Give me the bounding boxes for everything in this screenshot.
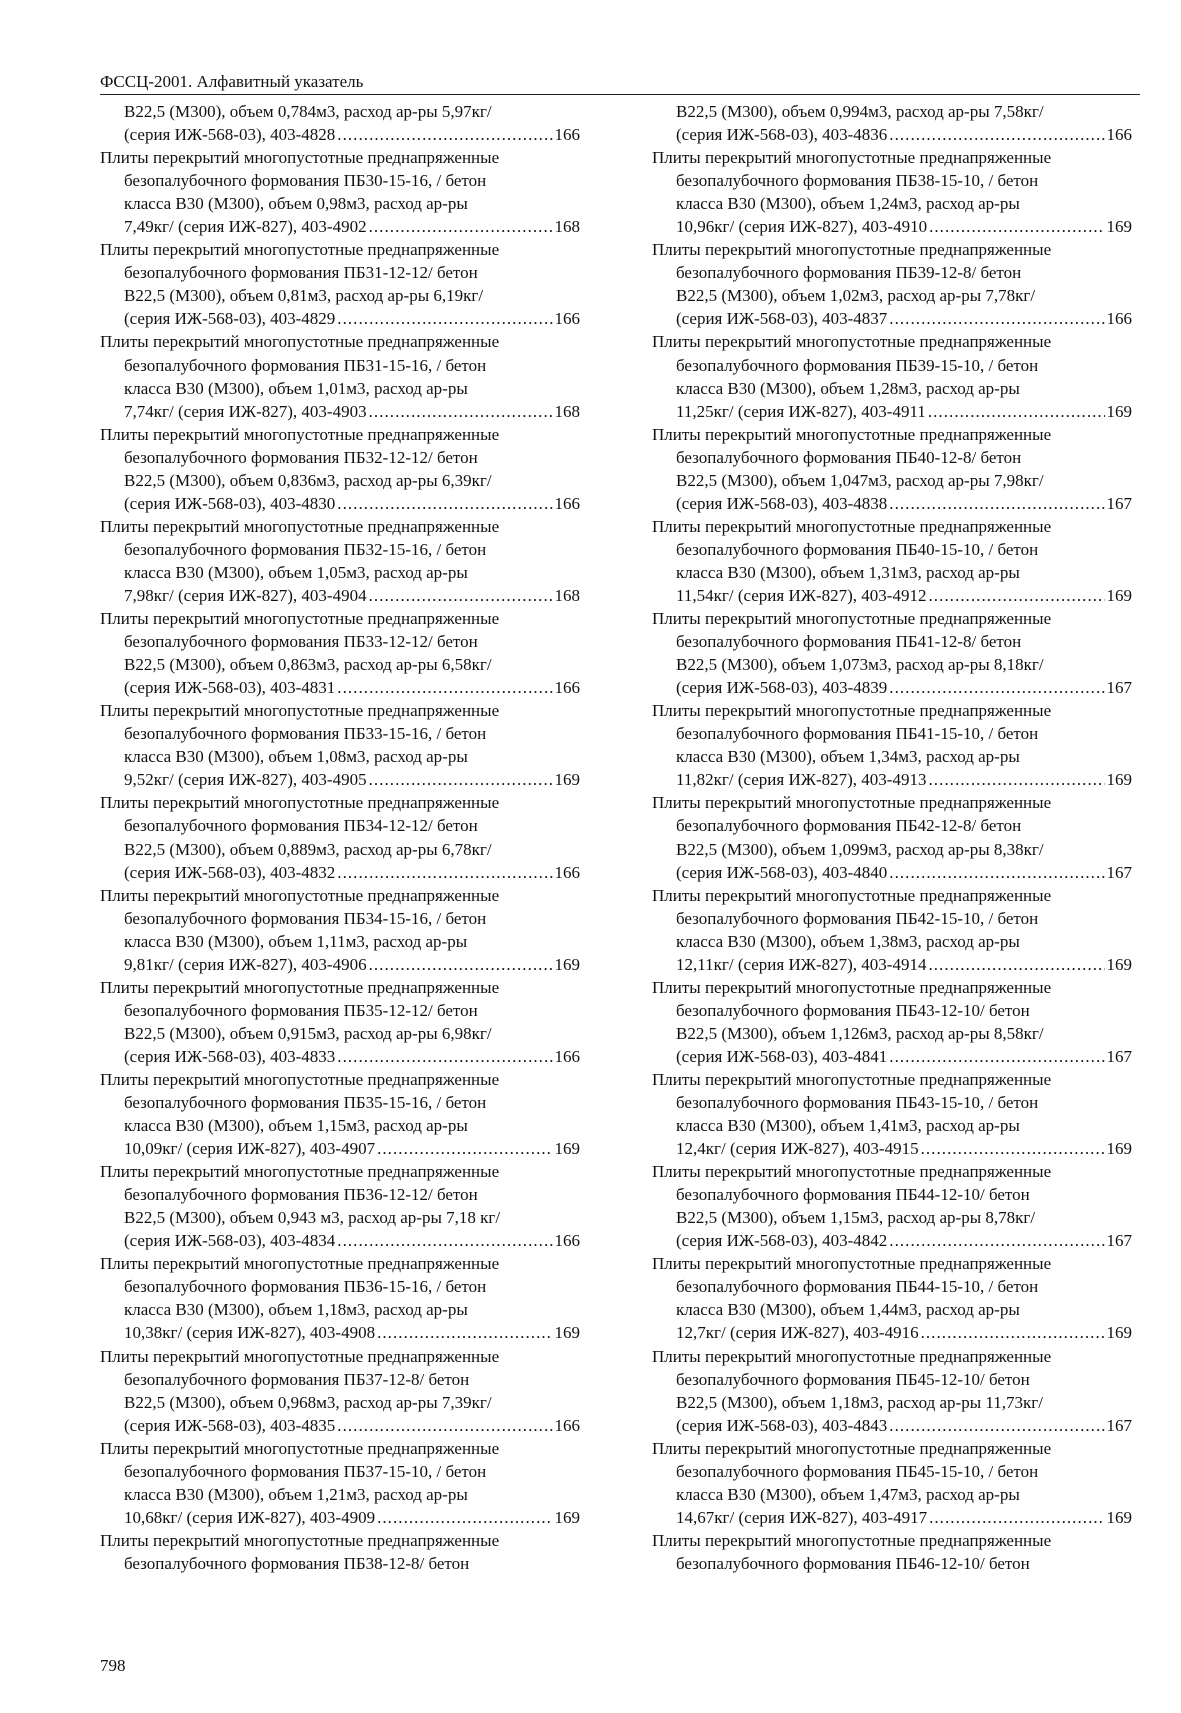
index-entry: [652, 607, 1132, 699]
index-entry: [652, 1437, 1132, 1529]
entry-page-number: 169: [1106, 1323, 1132, 1343]
index-entry: [652, 791, 1132, 883]
entry-reference-line: [652, 215, 1132, 238]
entry-line: Плиты перекрытий многопустотные преднапряженные: [652, 1069, 1052, 1089]
dot-leader: [337, 1229, 552, 1252]
entry-reference: 11,82кг/ (серия ИЖ-827), 403-4913: [676, 770, 927, 790]
dot-leader: [928, 584, 1104, 607]
dot-leader: [337, 861, 552, 884]
entry-reference: (серия ИЖ-568-03), 403-4840: [676, 862, 888, 882]
entry-line: безопалубочного формования ПБ31-12-12/ бетон: [124, 263, 478, 283]
index-entry: [100, 699, 580, 791]
entry-reference: (серия ИЖ-568-03), 403-4833: [124, 1046, 336, 1066]
entry-page-number: 169: [1106, 585, 1132, 605]
entry-reference: (серия ИЖ-568-03), 403-4835: [124, 1415, 336, 1435]
entry-reference: (серия ИЖ-568-03), 403-4843: [676, 1415, 888, 1435]
entry-reference-line: [100, 1506, 580, 1529]
entry-line: безопалубочного формования ПБ39-12-8/ бетон: [676, 263, 1022, 283]
entry-line: В22,5 (М300), объем 1,126м3, расход ар-ры 8,58кг/: [676, 1023, 1044, 1043]
entry-line: Плиты перекрытий многопустотные преднапряженные: [100, 1438, 500, 1458]
entry-page-number: 166: [554, 862, 580, 882]
index-entry: [100, 607, 580, 699]
dot-leader: [889, 676, 1104, 699]
entry-reference: (серия ИЖ-568-03), 403-4832: [124, 862, 336, 882]
entry-reference: (серия ИЖ-568-03), 403-4842: [676, 1231, 888, 1251]
index-entry: [100, 1437, 580, 1529]
index-entry: [100, 146, 580, 238]
entry-line: безопалубочного формования ПБ36-15-16, / бетон: [124, 1277, 487, 1297]
entry-line: В22,5 (М300), объем 0,994м3, расход ар-ры 7,58кг/: [676, 102, 1044, 121]
dot-leader: [889, 1045, 1104, 1068]
index-entry: [652, 238, 1132, 330]
entry-reference-line: [100, 215, 580, 238]
entry-line: безопалубочного формования ПБ36-12-12/ бетон: [124, 1185, 478, 1205]
dot-leader: [337, 492, 552, 515]
entry-page-number: 169: [1106, 1139, 1132, 1159]
entry-page-number: 166: [554, 1046, 580, 1066]
dot-leader: [337, 123, 552, 146]
entry-reference-line: [652, 861, 1132, 884]
entry-reference-line: [652, 584, 1132, 607]
dot-leader: [889, 307, 1104, 330]
dot-leader: [369, 584, 553, 607]
entry-reference-line: [100, 676, 580, 699]
dot-leader: [889, 123, 1104, 146]
entry-reference: 12,4кг/ (серия ИЖ-827), 403-4915: [676, 1139, 919, 1159]
entry-line: класса В30 (М300), объем 1,01м3, расход ар-ры: [124, 378, 468, 398]
entry-line: класса В30 (М300), объем 1,18м3, расход ар-ры: [124, 1300, 468, 1320]
index-entry: [100, 330, 580, 422]
entry-line: безопалубочного формования ПБ45-15-10, / бетон: [676, 1461, 1039, 1481]
header-title: ФССЦ-2001. Алфавитный указатель: [100, 72, 364, 91]
index-entry: [100, 884, 580, 976]
index-entry: [652, 146, 1132, 238]
entry-reference: 10,09кг/ (серия ИЖ-827), 403-4907: [124, 1139, 376, 1159]
index-entry: [652, 1345, 1132, 1437]
entry-page-number: 166: [554, 125, 580, 145]
entry-reference: (серия ИЖ-568-03), 403-4831: [124, 678, 336, 698]
index-entry: [100, 1345, 580, 1437]
entry-line: класса В30 (М300), объем 1,11м3, расход ар-ры: [124, 931, 468, 951]
entry-line: В22,5 (М300), объем 0,836м3, расход ар-ры 6,39кг/: [124, 470, 492, 490]
dot-leader: [928, 953, 1104, 976]
entry-line: Плиты перекрытий многопустотные преднапряженные: [652, 793, 1052, 813]
entry-line: безопалубочного формования ПБ42-12-8/ бетон: [676, 816, 1022, 836]
entry-line: безопалубочного формования ПБ41-15-10, / бетон: [676, 724, 1039, 744]
entry-line: В22,5 (М300), объем 0,889м3, расход ар-ры 6,78кг/: [124, 839, 492, 859]
entry-line: Плиты перекрытий многопустотные преднапряженные: [652, 1346, 1052, 1366]
entry-line: Плиты перекрытий многопустотные преднапряженные: [100, 1346, 500, 1366]
dot-leader: [921, 1137, 1105, 1160]
entry-line: безопалубочного формования ПБ43-15-10, / бетон: [676, 1093, 1039, 1113]
entry-line: Плиты перекрытий многопустотные преднапряженные: [652, 332, 1052, 352]
entry-line: безопалубочного формования ПБ32-12-12/ бетон: [124, 447, 478, 467]
entry-line: В22,5 (М300), объем 1,15м3, расход ар-ры 8,78кг/: [676, 1208, 1036, 1228]
entry-line: В22,5 (М300), объем 0,784м3, расход ар-ры 5,97кг/: [124, 102, 492, 121]
dot-leader: [369, 953, 553, 976]
entry-line: безопалубочного формования ПБ34-15-16, / бетон: [124, 908, 487, 928]
entry-page-number: 167: [1106, 1415, 1132, 1435]
entry-reference: (серия ИЖ-568-03), 403-4837: [676, 309, 888, 329]
entry-line: Плиты перекрытий многопустотные преднапряженные: [652, 148, 1052, 168]
index-entry: [100, 238, 580, 330]
entry-line: В22,5 (М300), объем 1,047м3, расход ар-ры 7,98кг/: [676, 470, 1044, 490]
entry-reference: (серия ИЖ-568-03), 403-4841: [676, 1046, 888, 1066]
index-entry-continuation: [652, 100, 1132, 146]
entry-line: безопалубочного формования ПБ35-12-12/ бетон: [124, 1000, 478, 1020]
entry-line: В22,5 (М300), объем 0,863м3, расход ар-ры 6,58кг/: [124, 655, 492, 675]
entry-line: класса В30 (М300), объем 1,08м3, расход ар-ры: [124, 747, 468, 767]
entry-reference: 7,74кг/ (серия ИЖ-827), 403-4903: [124, 401, 367, 421]
entry-line: Плиты перекрытий многопустотные преднапряженные: [100, 1530, 500, 1550]
dot-leader: [928, 400, 1105, 423]
entry-reference: 14,67кг/ (серия ИЖ-827), 403-4917: [676, 1507, 928, 1527]
entry-line: класса В30 (М300), объем 1,41м3, расход ар-ры: [676, 1116, 1020, 1136]
index-entry: [100, 515, 580, 607]
entry-line: Плиты перекрытий многопустотные преднапряженные: [652, 701, 1052, 721]
entry-reference-line: [652, 768, 1132, 791]
index-entry: [652, 976, 1132, 1068]
dot-leader: [377, 1506, 552, 1529]
entry-line: безопалубочного формования ПБ42-15-10, / бетон: [676, 908, 1039, 928]
entry-reference-line: [100, 123, 580, 146]
entry-reference: 10,96кг/ (серия ИЖ-827), 403-4910: [676, 217, 928, 237]
entry-line: Плиты перекрытий многопустотные преднапряженные: [100, 609, 500, 629]
index-entry-continuation: [100, 100, 580, 146]
entry-line: В22,5 (М300), объем 1,099м3, расход ар-ры 8,38кг/: [676, 839, 1044, 859]
entry-line: В22,5 (М300), объем 0,943 м3, расход ар-ры 7,18 кг/: [124, 1208, 501, 1228]
entry-line: Плиты перекрытий многопустотные преднапряженные: [100, 885, 500, 905]
entry-line: Плиты перекрытий многопустотные преднапряженные: [100, 1162, 500, 1182]
entry-reference-line: [652, 307, 1132, 330]
entry-line: безопалубочного формования ПБ44-12-10/ бетон: [676, 1185, 1030, 1205]
entry-line: В22,5 (М300), объем 0,968м3, расход ар-ры 7,39кг/: [124, 1392, 492, 1412]
entry-line: Плиты перекрытий многопустотные преднапряженные: [652, 516, 1052, 536]
entry-reference: 10,68кг/ (серия ИЖ-827), 403-4909: [124, 1507, 376, 1527]
entry-line: безопалубочного формования ПБ41-12-8/ бетон: [676, 632, 1022, 652]
entry-line: В22,5 (М300), объем 1,18м3, расход ар-ры 11,73кг/: [676, 1392, 1043, 1412]
entry-reference-line: [100, 1045, 580, 1068]
index-entry: [100, 423, 580, 515]
entry-reference-line: [100, 861, 580, 884]
entry-page-number: 166: [554, 493, 580, 513]
entry-line: безопалубочного формования ПБ37-12-8/ бетон: [124, 1369, 470, 1389]
index-entry: [652, 1160, 1132, 1252]
index-entry: [100, 1160, 580, 1252]
entry-reference-line: [652, 400, 1132, 423]
entry-line: безопалубочного формования ПБ46-12-10/ бетон: [676, 1553, 1030, 1573]
entry-reference-line: [100, 953, 580, 976]
entry-reference-line: [100, 492, 580, 515]
dot-leader: [928, 768, 1104, 791]
entry-reference: (серия ИЖ-568-03), 403-4836: [676, 125, 888, 145]
entry-line: Плиты перекрытий многопустотные преднапряженные: [100, 977, 500, 997]
entry-reference: 7,98кг/ (серия ИЖ-827), 403-4904: [124, 585, 367, 605]
entry-line: безопалубочного формования ПБ30-15-16, / бетон: [124, 171, 487, 191]
entry-reference: 9,81кг/ (серия ИЖ-827), 403-4906: [124, 954, 367, 974]
entry-page-number: 169: [554, 1507, 580, 1527]
entry-page-number: 168: [554, 401, 580, 421]
entry-line: класса В30 (М300), объем 1,47м3, расход ар-ры: [676, 1484, 1020, 1504]
page-number: 798: [100, 1656, 126, 1675]
index-entry: [652, 699, 1132, 791]
index-entry: [100, 976, 580, 1068]
dot-leader: [369, 768, 553, 791]
entry-line: безопалубочного формования ПБ43-12-10/ бетон: [676, 1000, 1030, 1020]
dot-leader: [889, 492, 1104, 515]
entry-reference-line: [652, 492, 1132, 515]
entry-line: Плиты перекрытий многопустотные преднапряженные: [100, 1069, 500, 1089]
entry-line: класса В30 (М300), объем 1,21м3, расход ар-ры: [124, 1484, 468, 1504]
entry-reference: 11,25кг/ (серия ИЖ-827), 403-4911: [676, 401, 926, 421]
entry-reference: (серия ИЖ-568-03), 403-4839: [676, 678, 888, 698]
entry-line: Плиты перекрытий многопустотные преднапряженные: [100, 1254, 500, 1274]
entry-line: безопалубочного формования ПБ34-12-12/ бетон: [124, 816, 478, 836]
entry-line: В22,5 (М300), объем 1,073м3, расход ар-ры 8,18кг/: [676, 655, 1044, 675]
entry-line: Плиты перекрытий многопустотные преднапряженные: [652, 240, 1052, 260]
dot-leader: [889, 1414, 1104, 1437]
entry-reference-line: [652, 1414, 1132, 1437]
dot-leader: [889, 1229, 1104, 1252]
entry-page-number: 168: [554, 585, 580, 605]
index-entry: [652, 1068, 1132, 1160]
index-entry: [100, 1529, 580, 1575]
entry-reference: 9,52кг/ (серия ИЖ-827), 403-4905: [124, 770, 367, 790]
entry-line: безопалубочного формования ПБ35-15-16, / бетон: [124, 1093, 487, 1113]
entry-reference-line: [100, 400, 580, 423]
entry-line: Плиты перекрытий многопустотные преднапряженные: [100, 240, 500, 260]
entry-line: Плиты перекрытий многопустотные преднапряженные: [100, 793, 500, 813]
entry-reference: 11,54кг/ (серия ИЖ-827), 403-4912: [676, 585, 927, 605]
dot-leader: [377, 1321, 552, 1344]
entry-line: Плиты перекрытий многопустотные преднапряженные: [652, 1438, 1052, 1458]
entry-page-number: 166: [1106, 309, 1132, 329]
entry-page-number: 166: [1106, 125, 1132, 145]
entry-page-number: 166: [554, 1415, 580, 1435]
entry-page-number: 169: [554, 1323, 580, 1343]
entry-page-number: 169: [1106, 217, 1132, 237]
index-entry: [652, 884, 1132, 976]
entry-line: безопалубочного формования ПБ32-15-16, / бетон: [124, 539, 487, 559]
entry-line: Плиты перекрытий многопустотные преднапряженные: [652, 885, 1052, 905]
entry-reference-line: [100, 1321, 580, 1344]
entry-line: Плиты перекрытий многопустотные преднапряженные: [100, 516, 500, 536]
entry-reference: (серия ИЖ-568-03), 403-4838: [676, 493, 888, 513]
entry-page-number: 169: [554, 770, 580, 790]
entry-line: класса В30 (М300), объем 1,15м3, расход ар-ры: [124, 1116, 468, 1136]
entry-line: класса В30 (М300), объем 0,98м3, расход ар-ры: [124, 194, 468, 214]
index-entry: [100, 791, 580, 883]
entry-line: безопалубочного формования ПБ37-15-10, / бетон: [124, 1461, 487, 1481]
entry-page-number: 167: [1106, 862, 1132, 882]
entry-line: Плиты перекрытий многопустотные преднапряженные: [100, 148, 500, 168]
entry-page-number: 168: [554, 217, 580, 237]
entry-line: класса В30 (М300), объем 1,28м3, расход ар-ры: [676, 378, 1020, 398]
entry-line: В22,5 (М300), объем 1,02м3, расход ар-ры 7,78кг/: [676, 286, 1036, 306]
entry-reference-line: [100, 584, 580, 607]
entry-reference: (серия ИЖ-568-03), 403-4834: [124, 1231, 336, 1251]
entry-line: Плиты перекрытий многопустотные преднапряженные: [652, 1162, 1052, 1182]
entry-reference: 12,11кг/ (серия ИЖ-827), 403-4914: [676, 954, 927, 974]
entry-page-number: 167: [1106, 678, 1132, 698]
entry-reference-line: [100, 1137, 580, 1160]
entry-page-number: 169: [1106, 1507, 1132, 1527]
index-entry: [100, 1068, 580, 1160]
entry-line: безопалубочного формования ПБ40-12-8/ бетон: [676, 447, 1022, 467]
entry-page-number: 167: [1106, 1231, 1132, 1251]
entry-page-number: 167: [1106, 1046, 1132, 1066]
entry-page-number: 169: [1106, 401, 1132, 421]
entry-reference-line: [652, 1321, 1132, 1344]
entry-page-number: 169: [554, 1139, 580, 1159]
entry-line: безопалубочного формования ПБ31-15-16, / бетон: [124, 355, 487, 375]
entry-line: класса В30 (М300), объем 1,38м3, расход ар-ры: [676, 931, 1020, 951]
index-column-left: [100, 100, 580, 1575]
index-column-right: [652, 100, 1132, 1575]
dot-leader: [929, 1506, 1104, 1529]
entry-reference-line: [100, 1414, 580, 1437]
entry-line: безопалубочного формования ПБ44-15-10, / бетон: [676, 1277, 1039, 1297]
dot-leader: [337, 307, 552, 330]
entry-line: класса В30 (М300), объем 1,34м3, расход ар-ры: [676, 747, 1020, 767]
entry-page-number: 166: [554, 309, 580, 329]
entry-line: Плиты перекрытий многопустотные преднапряженные: [100, 424, 500, 444]
entry-page-number: 169: [1106, 954, 1132, 974]
entry-line: безопалубочного формования ПБ45-12-10/ бетон: [676, 1369, 1030, 1389]
entry-line: класса В30 (М300), объем 1,44м3, расход ар-ры: [676, 1300, 1020, 1320]
dot-leader: [337, 1414, 552, 1437]
dot-leader: [921, 1321, 1105, 1344]
dot-leader: [369, 215, 553, 238]
entry-line: безопалубочного формования ПБ40-15-10, / бетон: [676, 539, 1039, 559]
entry-page-number: 167: [1106, 493, 1132, 513]
dot-leader: [369, 400, 553, 423]
entry-reference-line: [652, 123, 1132, 146]
index-entry: [652, 515, 1132, 607]
dot-leader: [889, 861, 1104, 884]
entry-reference-line: [652, 1137, 1132, 1160]
entry-page-number: 166: [554, 1231, 580, 1251]
entry-reference-line: [652, 1229, 1132, 1252]
entry-reference-line: [652, 1506, 1132, 1529]
entry-line: класса В30 (М300), объем 1,31м3, расход ар-ры: [676, 562, 1020, 582]
entry-line: Плиты перекрытий многопустотные преднапряженные: [652, 1530, 1052, 1550]
entry-line: безопалубочного формования ПБ39-15-10, / бетон: [676, 355, 1039, 375]
entry-reference: 7,49кг/ (серия ИЖ-827), 403-4902: [124, 217, 367, 237]
entry-reference-line: [100, 307, 580, 330]
entry-line: Плиты перекрытий многопустотные преднапряженные: [652, 424, 1052, 444]
index-entry: [100, 1252, 580, 1344]
entry-line: безопалубочного формования ПБ33-12-12/ бетон: [124, 632, 478, 652]
entry-page-number: 169: [554, 954, 580, 974]
entry-page-number: 169: [1106, 770, 1132, 790]
entry-reference-line: [652, 676, 1132, 699]
entry-line: В22,5 (М300), объем 0,81м3, расход ар-ры 6,19кг/: [124, 286, 484, 306]
entry-line: безопалубочного формования ПБ38-15-10, / бетон: [676, 171, 1039, 191]
dot-leader: [377, 1137, 552, 1160]
entry-reference-line: [652, 953, 1132, 976]
entry-line: Плиты перекрытий многопустотные преднапряженные: [100, 701, 500, 721]
entry-line: В22,5 (М300), объем 0,915м3, расход ар-ры 6,98кг/: [124, 1023, 492, 1043]
entry-line: Плиты перекрытий многопустотные преднапряженные: [652, 609, 1052, 629]
entry-reference: (серия ИЖ-568-03), 403-4828: [124, 125, 336, 145]
entry-reference: 10,38кг/ (серия ИЖ-827), 403-4908: [124, 1323, 376, 1343]
dot-leader: [929, 215, 1104, 238]
dot-leader: [337, 676, 552, 699]
entry-line: безопалубочного формования ПБ33-15-16, / бетон: [124, 724, 487, 744]
entry-reference-line: [652, 1045, 1132, 1068]
entry-reference: (серия ИЖ-568-03), 403-4829: [124, 309, 336, 329]
dot-leader: [337, 1045, 552, 1068]
entry-reference: (серия ИЖ-568-03), 403-4830: [124, 493, 336, 513]
index-entry: [652, 423, 1132, 515]
index-entry: [652, 1252, 1132, 1344]
entry-page-number: 166: [554, 678, 580, 698]
index-entry: [652, 1529, 1132, 1575]
entry-line: Плиты перекрытий многопустотные преднапряженные: [652, 1254, 1052, 1274]
entry-reference-line: [100, 768, 580, 791]
entry-reference-line: [100, 1229, 580, 1252]
page-header: [100, 70, 1140, 95]
entry-line: класса В30 (М300), объем 1,24м3, расход ар-ры: [676, 194, 1020, 214]
index-entry: [652, 330, 1132, 422]
entry-line: Плиты перекрытий многопустотные преднапряженные: [652, 977, 1052, 997]
entry-line: безопалубочного формования ПБ38-12-8/ бетон: [124, 1553, 470, 1573]
entry-line: Плиты перекрытий многопустотные преднапряженные: [100, 332, 500, 352]
entry-reference: 12,7кг/ (серия ИЖ-827), 403-4916: [676, 1323, 919, 1343]
entry-line: класса В30 (М300), объем 1,05м3, расход ар-ры: [124, 562, 468, 582]
